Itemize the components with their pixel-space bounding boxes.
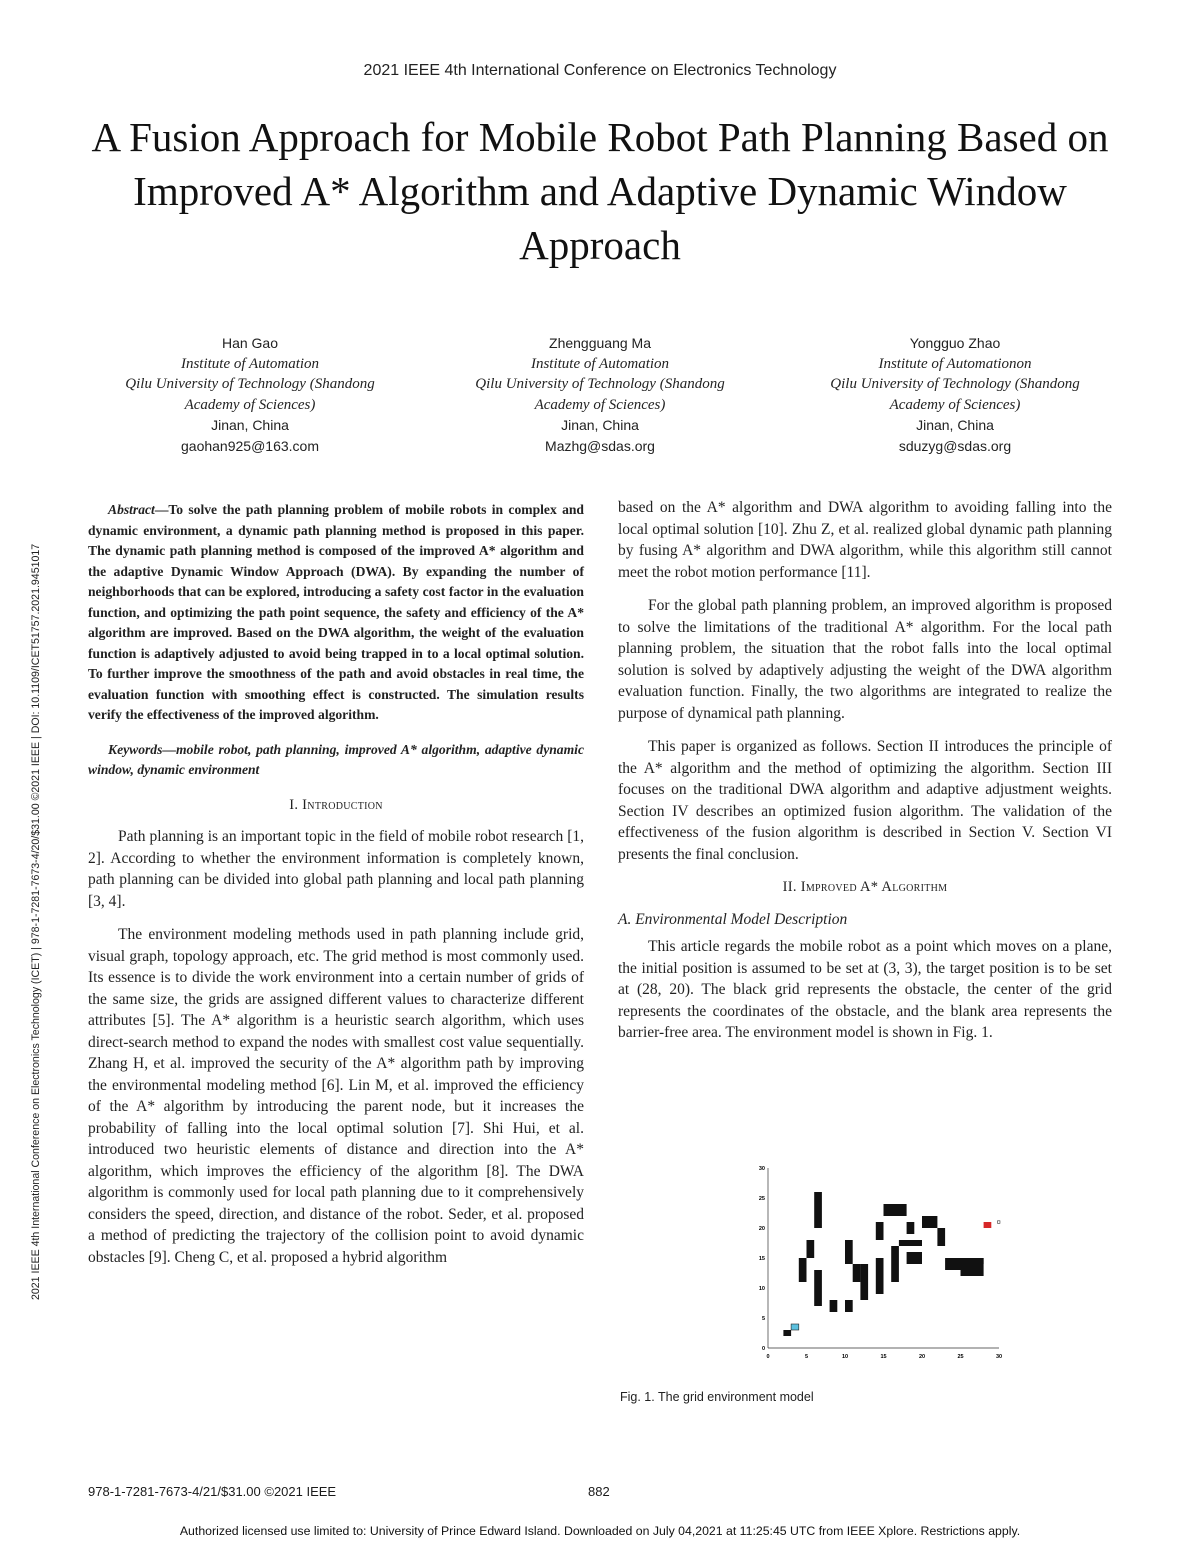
author-org-2: Academy of Sciences) bbox=[184, 396, 316, 413]
author-dept: Institute of Automationon bbox=[878, 355, 1032, 372]
footer-isbn: 978-1-7281-7673-4/21/$31.00 ©2021 IEEE bbox=[88, 1484, 337, 1499]
obstacle-cell bbox=[899, 1240, 922, 1246]
obstacle-cell bbox=[891, 1246, 899, 1282]
obstacle-cell bbox=[876, 1258, 884, 1294]
obstacle-cell bbox=[853, 1264, 861, 1282]
author-email: gaohan925@163.com bbox=[181, 437, 319, 454]
obstacle-cell bbox=[922, 1216, 937, 1228]
right-column bbox=[618, 497, 1112, 1056]
author-city: Jinan, China bbox=[916, 417, 994, 433]
author-name: Yongguo Zhao bbox=[909, 335, 1001, 351]
x-tick-label: 20 bbox=[918, 1354, 926, 1360]
subsection-heading: A. Environmental Model Description bbox=[618, 910, 848, 928]
abstract-lead: Abstract bbox=[108, 502, 155, 517]
paper-title: A Fusion Approach for Mobile Robot Path Planning Based on Improved A* Algorithm and Adaptive Dynamic Window Approach bbox=[91, 114, 1109, 268]
keywords-lead: Keywords bbox=[108, 741, 163, 757]
grid-environment-figure bbox=[758, 1158, 1003, 1368]
obstacle-cell bbox=[814, 1192, 822, 1228]
y-tick-label: 0 bbox=[761, 1346, 765, 1352]
paragraph: Path planning is an important topic in the field of mobile robot research [1, 2]. According to whether the environment information is completely known, path planning can be divided into global path planning and local path planning [3, 4]. bbox=[88, 828, 584, 910]
author-dept: Institute of Automation bbox=[530, 355, 670, 372]
obstacle-cell bbox=[907, 1252, 922, 1264]
abstract-text: —To solve the path planning problem of mobile robots in complex and dynamic environment, a dynamic path planning method is proposed in this paper. The dynamic path planning method is composed of the improved A* algorithm and the adaptive Dynamic Window Approach (DWA). By expanding the number of neighborhoods that can be explored, introducing a safety cost factor in the evaluation function, and optimizing the path point sequence, the safety and efficiency of the A* algorithm are improved. Based on the DWA algorithm, the weight of the evaluation function is adaptively adjusted to avoid being trapped in to a local optimal solution. To further improve the smoothness of the path and avoid obstacles in real time, the evaluation function with smoothing effect is constructed. The simulation results verify the effectiveness of the improved algorithm. bbox=[88, 502, 584, 722]
author-block-3 bbox=[775, 333, 1135, 456]
x-tick-label: 15 bbox=[880, 1354, 887, 1360]
author-org-2: Academy of Sciences) bbox=[534, 396, 666, 413]
author-email: sduzyg@sdas.org bbox=[898, 437, 1012, 454]
obstacle-cell bbox=[799, 1258, 807, 1282]
obstacle-cell bbox=[845, 1240, 853, 1264]
start-cell bbox=[791, 1324, 799, 1330]
paragraph: This article regards the mobile robot as a point which moves on a plane, the initial position is assumed to be set at (3, 3), the target position is to be set at (28, 20). The black grid represents the obstacle, the center of the grid represents the coordinates of the obstacle, and the blank area represents the barrier-free area. The environment model is shown in Fig. 1. bbox=[618, 938, 1112, 1041]
section-heading: I. Introduction bbox=[289, 796, 383, 813]
obstacle-cell bbox=[860, 1264, 868, 1300]
goal-cell bbox=[984, 1222, 992, 1228]
conference-header: 2021 IEEE 4th International Conference on Electronics Technology bbox=[363, 62, 837, 79]
author-city: Jinan, China bbox=[211, 417, 289, 433]
x-tick-label: 25 bbox=[957, 1354, 964, 1360]
paragraph: This paper is organized as follows. Section II introduces the principle of the A* algorithm and the method of optimizing the algorithm. Section III focuses on the traditional DWA algorithm and adaptive adjustment weights. Section IV describes an optimized fusion algorithm. The validation of the effectiveness of the fusion algorithm is described in Section V. Section VI presents the final conclusion. bbox=[618, 738, 1112, 863]
author-org: Qilu University of Technology (Shandong bbox=[475, 376, 725, 392]
x-tick-label: 10 bbox=[841, 1354, 849, 1360]
author-block-2 bbox=[420, 333, 780, 456]
obstacle-cell bbox=[945, 1258, 984, 1270]
author-org-2: Academy of Sciences) bbox=[889, 396, 1021, 413]
y-tick-label: 15 bbox=[758, 1256, 765, 1262]
x-tick-label: 30 bbox=[995, 1354, 1003, 1360]
obstacle-cell bbox=[807, 1240, 815, 1258]
paragraph: The environment modeling methods used in path planning include grid, visual graph, topology approach, etc. The grid method is most commonly used. Its essence is to divide the work environment into a certain number of grids of the same size, the grids are assigned different values to characterize different attributes [5]. The A* algorithm is a heuristic search algorithm, which uses direct-search method to expand the nodes with smallest cost value sequentially. Zhang H, et al. improved the security of the A* algorithm path by improving the environmental modeling method [6]. Lin M, et al. improved the efficiency of the A* algorithm by introducing the parent node, but it increases the probability of falling into the local optimal solution [7]. Shi Hui, et al. introduced two heuristic elements of distance and direction into the A* algorithm, which improves the efficiency of the algorithm [8]. The DWA algorithm is commonly used for local path planning due to it comprehensively considers the speed, direction, and distance of the robot. Seder, et al. proposed a method of predicting the trajectory of the collision point to avoid dynamic obstacles [9]. Cheng C, et al. proposed a hybrid algorithm bbox=[88, 926, 584, 1266]
page-number: 882 bbox=[588, 1484, 610, 1499]
obstacle-cell bbox=[783, 1330, 791, 1336]
goal-marker bbox=[997, 1221, 1000, 1224]
author-city: Jinan, China bbox=[561, 417, 639, 433]
x-tick-label: 5 bbox=[804, 1354, 809, 1360]
author-block-1 bbox=[70, 333, 430, 456]
left-column bbox=[88, 500, 584, 1280]
obstacle-cell bbox=[830, 1300, 838, 1312]
abstract bbox=[88, 500, 584, 726]
side-doi-strip bbox=[26, 260, 54, 1300]
y-tick-label: 20 bbox=[758, 1226, 765, 1232]
license-notice: Authorized licensed use limited to: University of Prince Edward Island. Downloaded on July 04,2021 at 11:25:45 UTC from IEEE Xplore. Restrictions apply. bbox=[179, 1524, 1021, 1538]
author-org: Qilu University of Technology (Shandong bbox=[830, 376, 1080, 392]
x-tick-label: 0 bbox=[766, 1354, 770, 1360]
obstacle-cell bbox=[884, 1204, 907, 1216]
keywords bbox=[88, 740, 584, 781]
obstacle-cell bbox=[961, 1270, 984, 1276]
author-dept: Institute of Automation bbox=[180, 355, 320, 372]
figure-caption: Fig. 1. The grid environment model bbox=[620, 1390, 814, 1404]
y-tick-label: 5 bbox=[761, 1316, 765, 1322]
obstacle-cell bbox=[845, 1300, 853, 1312]
y-tick-label: 25 bbox=[758, 1196, 765, 1202]
section-heading: II. Improved A* Algorithm bbox=[782, 879, 948, 895]
author-email: Mazhg@sdas.org bbox=[545, 437, 655, 454]
obstacle-cell bbox=[907, 1222, 915, 1234]
obstacle-cell bbox=[814, 1270, 822, 1306]
author-name: Zhengguang Ma bbox=[549, 335, 651, 351]
y-tick-label: 30 bbox=[758, 1166, 765, 1172]
paragraph: based on the A* algorithm and DWA algorithm to avoiding falling into the local optimal solution [10]. Zhu Z, et al. realized global dynamic path planning by fusing A* algorithm and DWA algorithm, while this algorithm still cannot meet the robot motion performance [11]. bbox=[618, 499, 1112, 581]
author-org: Qilu University of Technology (Shandong bbox=[125, 376, 375, 392]
obstacle-layer bbox=[783, 1192, 983, 1336]
side-doi-text: 2021 IEEE 4th International Conference on Electronics Technology (ICET) | 978-1-7281-7673-4/20/$31.00 ©2021 IEEE | DOI: 10.1109/ICET51757.2021.9451017 bbox=[30, 543, 42, 1300]
obstacle-cell bbox=[876, 1222, 884, 1240]
obstacle-cell bbox=[937, 1228, 945, 1246]
keywords-text: —mobile robot, path planning, improved A* algorithm, adaptive dynamic window, dynamic environment bbox=[88, 741, 584, 777]
paragraph: For the global path planning problem, an improved algorithm is proposed to solve the limitations of the traditional A* algorithm. For the local path planning problem, the situation that the robot falls into the local optimal solution is solved by adaptively adjusting the weight of the DWA algorithm evaluation function. Finally, the two algorithms are integrated to realize the purpose of dynamical path planning. bbox=[618, 597, 1112, 722]
author-name: Han Gao bbox=[221, 335, 279, 351]
y-tick-label: 10 bbox=[758, 1286, 765, 1292]
